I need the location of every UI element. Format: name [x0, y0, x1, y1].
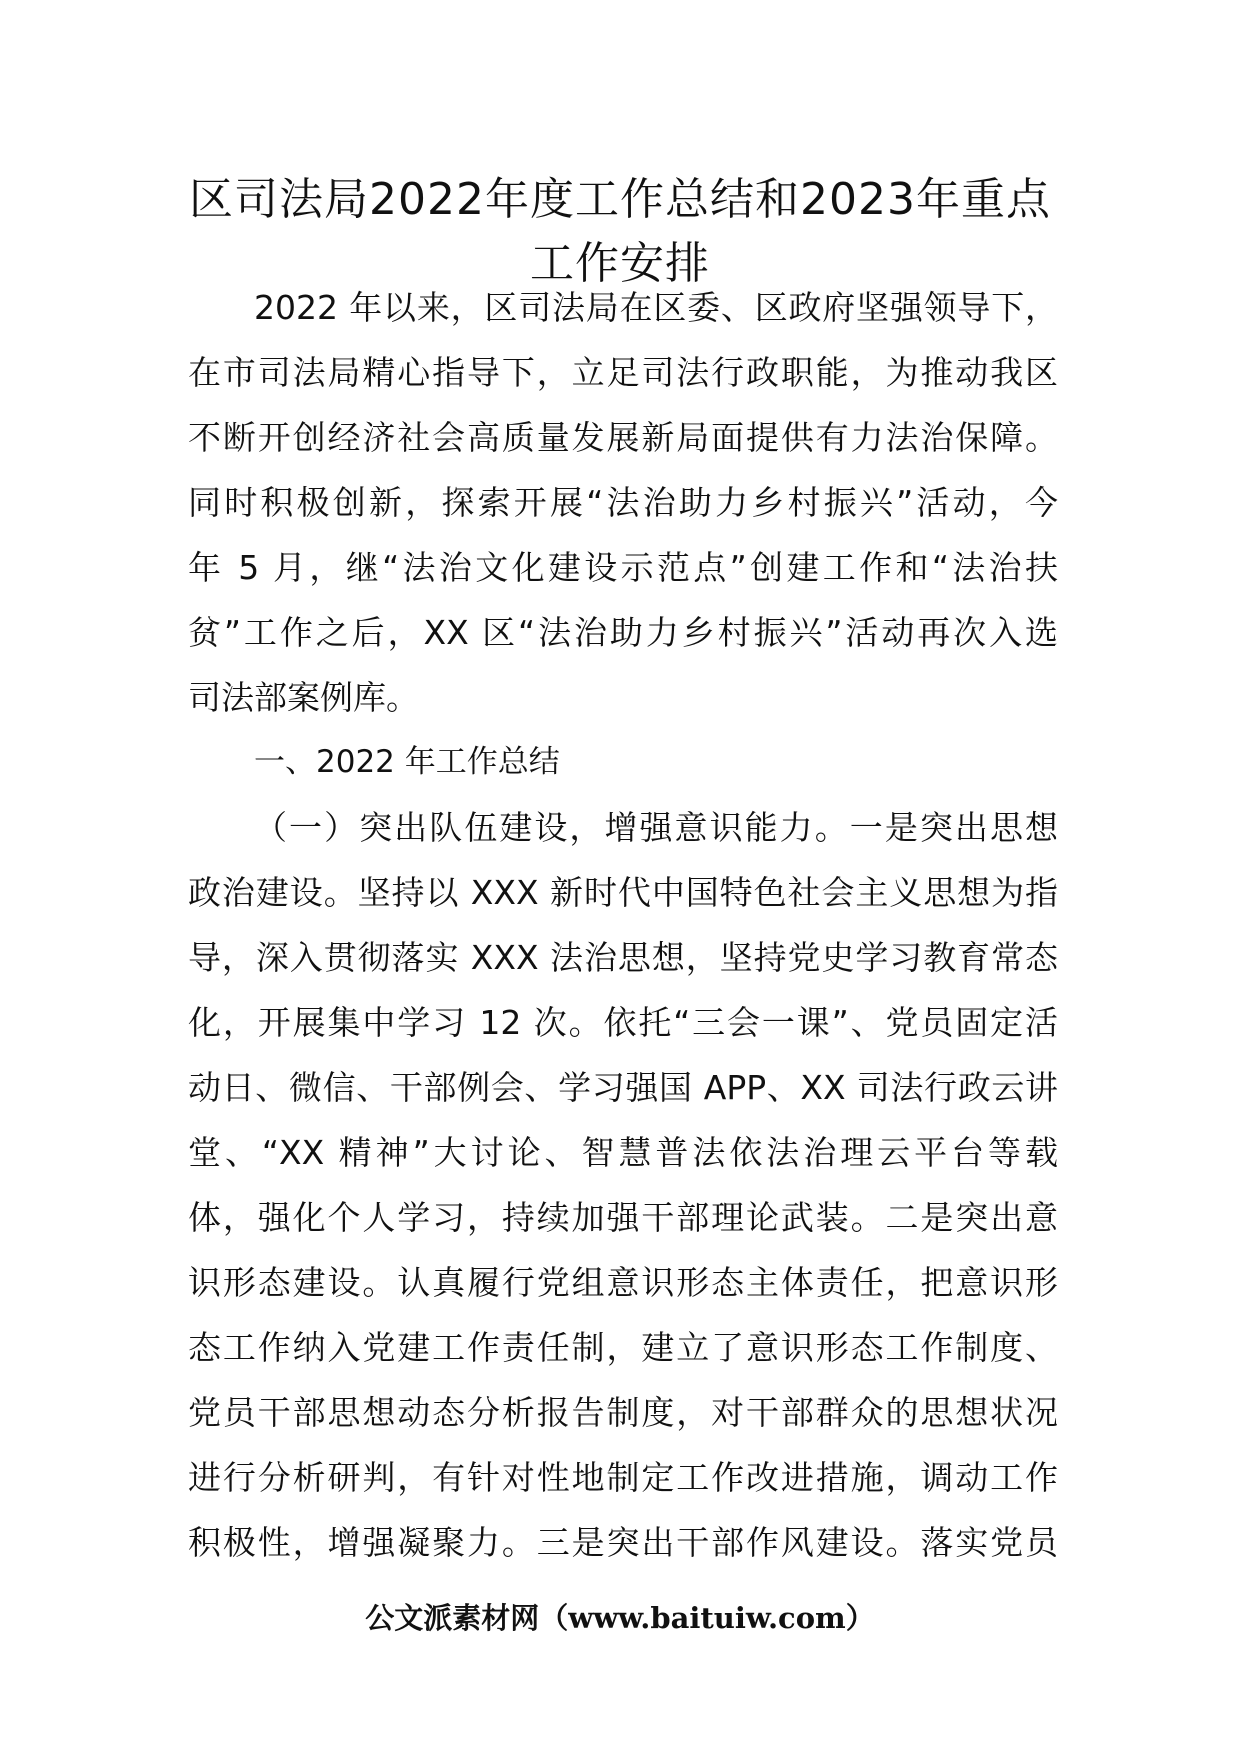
body-line: 堂、“XX 精神”大讨论、智慧普法依法治理云平台等载: [188, 1133, 1058, 1172]
body-line: 识形态建设。认真履行党组意识形态主体责任，把意识形: [188, 1263, 1058, 1302]
body-line: （一）突出队伍建设，增强意识能力。一是突出思想: [254, 808, 1058, 847]
footer-watermark-text: 公文派素材网（www.baituiw.com）: [365, 1601, 875, 1635]
title-line-2: 工作安排: [530, 238, 710, 289]
body-line: 在市司法局精心指导下，立足司法行政职能，为推动我区: [188, 353, 1058, 392]
body-line: 年 5 月，继“法治文化建设示范点”创建工作和“法治扶: [188, 548, 1058, 587]
section-heading: 一、2022 年工作总结: [254, 744, 560, 780]
body-line: 进行分析研判，有针对性地制定工作改进措施，调动工作: [188, 1458, 1058, 1497]
body-line: 同时积极创新，探索开展“法治助力乡村振兴”活动，今: [188, 483, 1058, 522]
body-line: 2022 年以来，区司法局在区委、区政府坚强领导下，: [254, 288, 1058, 327]
body-line: 态工作纳入党建工作责任制，建立了意识形态工作制度、: [188, 1328, 1058, 1367]
body-line: 化，开展集中学习 12 次。依托“三会一课”、党员固定活: [188, 1003, 1058, 1042]
body-line: 积极性，增强凝聚力。三是突出干部作风建设。落实党员: [188, 1523, 1058, 1562]
body-line: 导，深入贯彻落实 XXX 法治思想，坚持党史学习教育常态: [188, 938, 1058, 977]
body-line: 政治建设。坚持以 XXX 新时代中国特色社会主义思想为指: [188, 873, 1058, 912]
body-line: 贫”工作之后，XX 区“法治助力乡村振兴”活动再次入选: [188, 613, 1058, 652]
body-line: 体，强化个人学习，持续加强干部理论武装。二是突出意: [188, 1198, 1058, 1237]
body-line: 不断开创经济社会高质量发展新局面提供有力法治保障。: [188, 418, 1058, 457]
body-line: 党员干部思想动态分析报告制度，对干部群众的思想状况: [188, 1393, 1058, 1432]
body-line: 司法部案例库。: [188, 678, 419, 717]
body-line: 动日、微信、干部例会、学习强国 APP、XX 司法行政云讲: [188, 1068, 1058, 1107]
title-line-1: 区司法局2022年度工作总结和2023年重点: [189, 174, 1051, 225]
document-body: [188, 275, 1058, 1575]
